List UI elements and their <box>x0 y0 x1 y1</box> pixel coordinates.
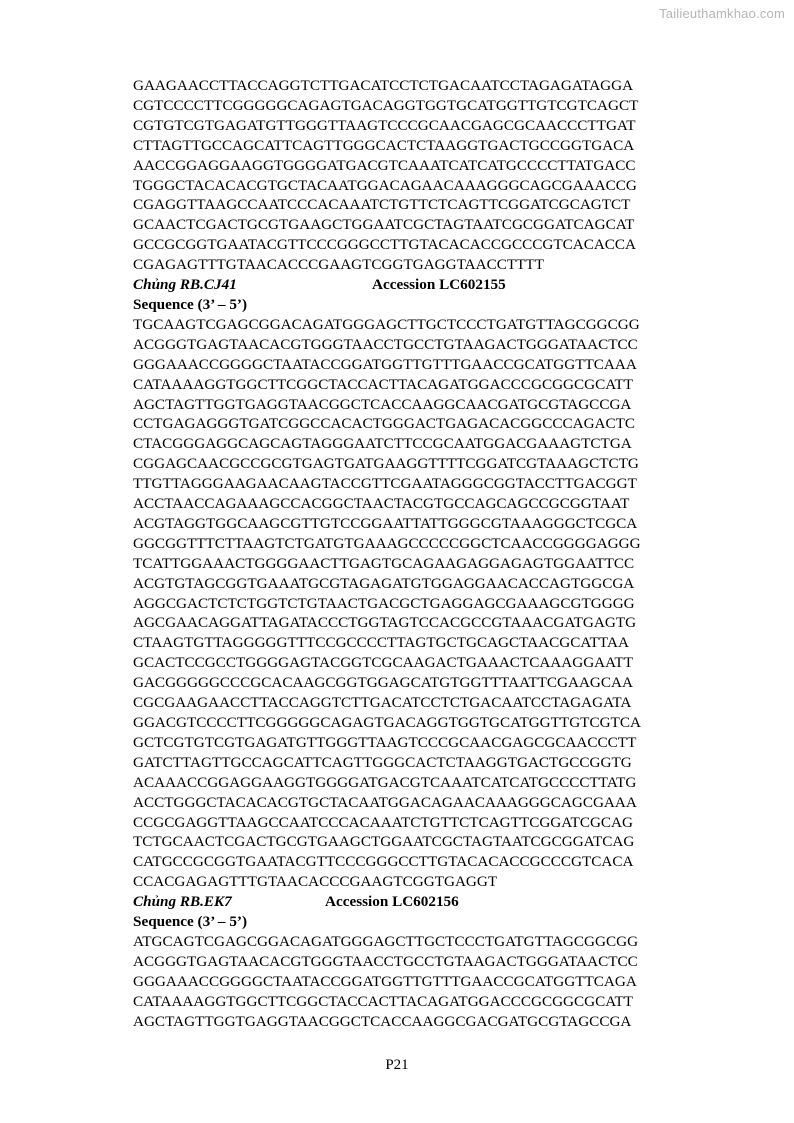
sequence-line: CATAAAAGGTGGCTTCGGCTACCACTTACAGATGGACCCGCGGCGCATT <box>133 992 634 1010</box>
sequence-line: GGACGTCCCCTTCGGGGGCAGAGTGACAGGTGGTGCATGGTTGTCGTCA <box>133 714 641 731</box>
sequence-line: ACGGGTGAGTAACACGTGGGTAACCTGCCTGTAAGACTGGGATAACTCC <box>133 335 638 353</box>
page-number: P21 <box>385 1057 409 1073</box>
sequence-line: ACGTAGGTGGCAAGCGTTGTCCGGAATTATTGGGCGTAAAGGGCTCGCA <box>133 514 638 532</box>
sequence-line: CGAGAGTTTGTAACACCCGAAGTCGGTGAGGTAACCTTTT <box>133 256 544 274</box>
sequence-line: CCTGAGAGGGTGATCGGCCACACTGGGACTGAGACACGGCCCAGACTC <box>133 415 636 433</box>
sequence-line: CTTAGTTGCCAGCATTCAGTTGGGCACTCTAAGGTGACTGCCGGTGACA <box>133 136 635 154</box>
sequence-line: CGTGTCGTGAGATGTTGGGTTAAGTCCCGCAACGAGCGCAACCCTTGAT <box>133 116 636 134</box>
sequence-line: CGTCCCCTTCGGGGGCAGAGTGACAGGTGGTGCATGGTTGTCGTCAGCT <box>133 96 639 114</box>
sequence-line: GCAACTCGACTGCGTGAAGCTGGAATCGCTAGTAATCGCGGATCAGCAT <box>133 216 635 234</box>
sequence-line: CCGCGAGGTTAAGCCAATCCCACAAATCTGTTCTCAGTTCGGATCGCAG <box>133 813 633 831</box>
sequence-line: TGGGCTACACACGTGCTACAATGGACAGAACAAAGGGCAGCGAAACCG <box>133 176 637 194</box>
strain-heading <box>133 892 733 912</box>
sequence-line: ACCTAACCAGAAAGCCACGGCTAACTACGTGCCAGCAGCCGCGGTAAT <box>133 495 630 513</box>
sequence-line: CGCGAAGAACCTTACCAGGTCTTGACATCCTCTGACAATCCTAGAGATA <box>133 694 632 712</box>
sequence-line: TGCAAGTCGAGCGGACAGATGGGAGCTTGCTCCCTGATGTTAGCGGCGG <box>133 315 640 333</box>
sequence-line: AGCTAGTTGGTGAGGTAACGGCTCACCAAGGCGACGATGCGTAGCCGA <box>133 1012 632 1030</box>
sequence-line: ATGCAGTCGAGCGGACAGATGGGAGCTTGCTCCCTGATGTTAGCGGCGG <box>133 932 639 950</box>
watermark: Tailieuthamkhao.com <box>659 6 785 21</box>
strain-heading <box>133 275 733 295</box>
sequence-line: TCATTGGAAACTGGGGAACTTGAGTGCAGAAGAGGAGAGTGGAATTCC <box>133 554 635 572</box>
sequence-line: CCACGAGAGTTTGTAACACCCGAAGTCGGTGAGGT <box>133 873 498 891</box>
sequence-line: ACGGGTGAGTAACACGTGGGTAACCTGCCTGTAAGACTGGGATAACTCC <box>133 952 638 970</box>
sequence-line: GGGAAACCGGGGCTAATACCGGATGGTTGTTTGAACCGCATGGTTCAGA <box>133 972 637 990</box>
sequence-line: CATGCCGCGGTGAATACGTTCCCGGGCCTTGTACACACCGCCCGTCACA <box>133 853 634 871</box>
sequence-line: ACCTGGGCTACACACGTGCTACAATGGACAGAACAAAGGGCAGCGAAA <box>133 793 637 811</box>
sequence-subheading: Sequence (3’ – 5’) <box>133 913 248 931</box>
accession-number: Accession LC602155 <box>372 276 506 294</box>
sequence-line: GAAGAACCTTACCAGGTCTTGACATCCTCTGACAATCCTAGAGATAGGA <box>133 77 634 94</box>
sequence-line: CTAAGTGTTAGGGGGTTTCCGCCCCTTAGTGCTGCAGCTAACGCATTAA <box>133 634 629 652</box>
sequence-subheading: Sequence (3’ – 5’) <box>133 295 248 313</box>
sequence-line: GCACTCCGCCTGGGGAGTACGGTCGCAAGACTGAAACTCAAAGGAATT <box>133 654 633 672</box>
sequence-line: AACCGGAGGAAGGTGGGGATGACGTCAAATCATCATGCCCCTTATGACC <box>133 156 636 174</box>
sequence-line: CTACGGGAGGCAGCAGTAGGGAATCTTCCGCAATGGACGAAAGTCTGA <box>133 435 632 453</box>
sequence-line: CATAAAAGGTGGCTTCGGCTACCACTTACAGATGGACCCGCGGCGCATT <box>133 375 634 393</box>
sequence-line: GACGGGGGCCCGCACAAGCGGTGGAGCATGTGGTTTAATTCGAAGCAA <box>133 674 633 692</box>
sequence-line: GGCGGTTTCTTAAGTCTGATGTGAAAGCCCCCGGCTCAACCGGGGAGGG <box>133 534 641 552</box>
accession-number: Accession LC602156 <box>325 893 459 911</box>
sequence-line: AGCGAACAGGATTAGATACCCTGGTAGTCCACGCCGTAAACGATGAGTG <box>133 614 637 632</box>
sequence-line: ACAAACCGGAGGAAGGTGGGGATGACGTCAAATCATCATGCCCCTTATG <box>133 773 637 791</box>
sequence-line: AGGCGACTCTCTGGTCTGTAACTGACGCTGAGGAGCGAAAGCGTGGGG <box>133 594 635 612</box>
sequence-line: GGGAAACCGGGGCTAATACCGGATGGTTGTTTGAACCGCATGGTTCAAA <box>133 355 637 373</box>
strain-name: Chủng RB.CJ41 <box>133 276 237 294</box>
sequence-line: GCCGCGGTGAATACGTTCCCGGGCCTTGTACACACCGCCCGTCACACCA <box>133 236 637 254</box>
sequence-line: AGCTAGTTGGTGAGGTAACGGCTCACCAAGGCAACGATGCGTAGCCGA <box>133 395 632 413</box>
sequence-line: TCTGCAACTCGACTGCGTGAAGCTGGAATCGCTAGTAATCGCGGATCAG <box>133 833 635 851</box>
sequence-line: GCTCGTGTCGTGAGATGTTGGGTTAAGTCCCGCAACGAGCGCAACCCTT <box>133 733 637 751</box>
document-body <box>133 76 733 1032</box>
sequence-line: CGAGGTTAAGCCAATCCCACAAATCTGTTCTCAGTTCGGATCGCAGTCT <box>133 196 631 214</box>
sequence-line: GATCTTAGTTGCCAGCATTCAGTTGGGCACTCTAAGGTGACTGCCGGTG <box>133 753 632 771</box>
sequence-line: TTGTTAGGGAAGAACAAGTACCGTTCGAATAGGGCGGTACCTTGACGGT <box>133 475 637 493</box>
strain-name: Chủng RB.EK7 <box>133 893 232 911</box>
sequence-line: ACGTGTAGCGGTGAAATGCGTAGAGATGTGGAGGAACACCAGTGGCGA <box>133 574 635 592</box>
sequence-line: CGGAGCAACGCCGCGTGAGTGATGAAGGTTTTCGGATCGTAAAGCTCTG <box>133 455 639 473</box>
